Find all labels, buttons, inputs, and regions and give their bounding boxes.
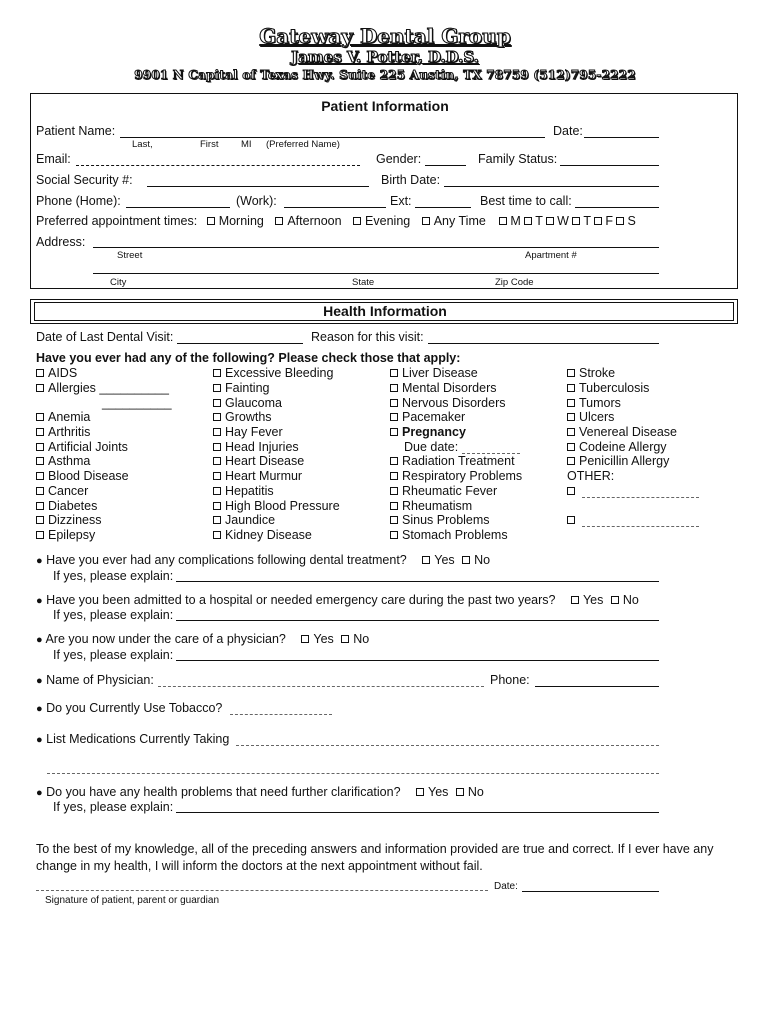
mental-disorders-checkbox[interactable]: [390, 384, 398, 392]
condition-glaucoma: [213, 396, 282, 410]
days-group: [499, 214, 635, 228]
jaundice-label: Jaundice: [225, 513, 276, 527]
condition-diabetes: [36, 499, 97, 513]
q3-row: [36, 632, 369, 646]
q1-explain-label: If yes, please explain:: [53, 569, 174, 583]
high-blood-pressure-checkbox[interactable]: [213, 502, 221, 510]
best-time-field[interactable]: [575, 207, 659, 208]
allergies-label: Allergies __________: [48, 381, 169, 395]
family-status-field[interactable]: [560, 165, 659, 166]
respiratory-problems-checkbox[interactable]: [390, 472, 398, 480]
condition-kidney-disease: [213, 528, 312, 542]
ext-label: Ext:: [390, 194, 412, 208]
afternoon-checkbox[interactable]: [275, 217, 283, 225]
zip-caption: Zip Code: [495, 277, 534, 288]
tuberculosis-checkbox[interactable]: [567, 384, 575, 392]
pref-appt-label: Preferred appointment times:: [36, 214, 198, 228]
bullet-icon: ●: [36, 734, 43, 746]
kidney-disease-label: Kidney Disease: [225, 528, 312, 542]
best-time-label: Best time to call:: [480, 194, 572, 208]
aids-label: AIDS: [48, 366, 78, 380]
fainting-checkbox[interactable]: [213, 384, 221, 392]
evening-label: Evening: [365, 214, 411, 228]
excessive-bleeding-label: Excessive Bleeding: [225, 366, 334, 380]
gender-field[interactable]: [425, 165, 466, 166]
condition-heart-disease: [213, 454, 304, 468]
condition-growths: [213, 410, 272, 424]
q2-yes-label: Yes: [582, 593, 604, 607]
epilepsy-label: Epilepsy: [48, 528, 96, 542]
afternoon-label: Afternoon: [287, 214, 342, 228]
email-field[interactable]: [76, 165, 360, 166]
pacemaker-checkbox[interactable]: [390, 413, 398, 421]
condition-tuberculosis: [567, 381, 649, 395]
q3-text: Are you now under the care of a physician?: [45, 632, 286, 646]
head-injuries-checkbox[interactable]: [213, 443, 221, 451]
kidney-disease-checkbox[interactable]: [213, 531, 221, 539]
q2-row: [36, 593, 639, 607]
morning-label: Morning: [218, 214, 264, 228]
other-item-2: [567, 513, 579, 527]
growths-checkbox[interactable]: [213, 413, 221, 421]
q5-row: [36, 701, 222, 715]
q1-explain-field[interactable]: [176, 581, 659, 582]
condition-anemia: [36, 410, 90, 424]
day-w-checkbox[interactable]: [546, 217, 554, 225]
glaucoma-label: Glaucoma: [225, 396, 282, 410]
arthritis-checkbox[interactable]: [36, 428, 44, 436]
due-date-label: Due date:: [404, 440, 459, 454]
q7-explain-field[interactable]: [176, 812, 659, 813]
head-injuries-label: Head Injuries: [225, 440, 299, 454]
liver-disease-checkbox[interactable]: [390, 369, 398, 377]
condition-hay-fever: [213, 425, 283, 439]
birth-date-label: Birth Date:: [381, 173, 441, 187]
heart-disease-label: Heart Disease: [225, 454, 305, 468]
day-w-label: W: [557, 214, 569, 228]
city-state-zip-field[interactable]: [93, 273, 659, 274]
q2-no-label: No: [622, 593, 639, 607]
q2-no-checkbox[interactable]: [611, 596, 619, 604]
physician-phone-label: Phone:: [490, 673, 530, 687]
condition-excessive-bleeding: [213, 366, 333, 380]
reason-label: Reason for this visit:: [311, 330, 424, 344]
condition-fainting: [213, 381, 269, 395]
q3-yes-label: Yes: [313, 632, 334, 646]
q7-yes-checkbox[interactable]: [416, 788, 424, 796]
any-time-checkbox[interactable]: [422, 217, 430, 225]
preferred-caption: (Preferred Name): [266, 139, 340, 150]
morning-checkbox[interactable]: [207, 217, 215, 225]
practice-name: Gateway Dental Group: [259, 24, 511, 48]
heart-murmur-label: Heart Murmur: [225, 469, 303, 483]
q3-explain-field[interactable]: [176, 660, 659, 661]
condition-sinus-problems: [390, 513, 490, 527]
other-1-field[interactable]: [582, 497, 699, 498]
diabetes-checkbox[interactable]: [36, 502, 44, 510]
condition-stroke: [567, 366, 615, 380]
q3-no-label: No: [353, 632, 370, 646]
dizziness-label: Dizziness: [48, 513, 102, 527]
penicillin-allergy-checkbox[interactable]: [567, 457, 575, 465]
pregnancy-checkbox[interactable]: [390, 428, 398, 436]
condition-asthma: [36, 454, 90, 468]
hay-fever-checkbox[interactable]: [213, 428, 221, 436]
ulcers-label: Ulcers: [579, 410, 615, 424]
venereal-disease-checkbox[interactable]: [567, 428, 575, 436]
condition-head-injuries: [213, 440, 299, 454]
aids-checkbox[interactable]: [36, 369, 44, 377]
dizziness-checkbox[interactable]: [36, 516, 44, 524]
condition-rheumatism: [390, 499, 472, 513]
allergies-checkbox[interactable]: [36, 384, 44, 392]
email-label: Email:: [36, 152, 71, 166]
condition-high-blood-pressure: [213, 499, 340, 513]
q7-no-checkbox[interactable]: [456, 788, 464, 796]
last-visit-field[interactable]: [177, 343, 303, 344]
bullet-icon: ●: [36, 703, 43, 715]
health-info-title: Health Information: [323, 303, 447, 319]
q4-text: Name of Physician:: [46, 673, 154, 687]
q1-no-label: No: [474, 553, 491, 567]
hepatitis-label: Hepatitis: [225, 484, 274, 498]
radiation-treatment-label: Radiation Treatment: [402, 454, 515, 468]
condition-blood-disease: [36, 469, 129, 483]
condition-jaundice: [213, 513, 275, 527]
codeine-allergy-checkbox[interactable]: [567, 443, 575, 451]
condition-nervous-disorders: [390, 396, 506, 410]
codeine-allergy-label: Codeine Allergy: [579, 440, 667, 454]
heart-disease-checkbox[interactable]: [213, 457, 221, 465]
cancer-label: Cancer: [48, 484, 89, 498]
q2-text: Have you been admitted to a hospital or needed emergency care during the past two years?: [46, 593, 556, 607]
physician-name-field[interactable]: [158, 686, 484, 687]
patient-name-label: Patient Name:: [36, 124, 116, 138]
address-label: Address:: [36, 235, 86, 249]
blood-disease-checkbox[interactable]: [36, 472, 44, 480]
pregnancy-label: Pregnancy: [402, 425, 466, 439]
condition-artificial-joints: [36, 440, 128, 454]
diabetes-label: Diabetes: [48, 499, 98, 513]
q2-explain-field[interactable]: [176, 620, 659, 621]
q1-no-checkbox[interactable]: [462, 556, 470, 564]
heart-murmur-checkbox[interactable]: [213, 472, 221, 480]
last-visit-label: Date of Last Dental Visit:: [36, 330, 174, 344]
q2-yes-checkbox[interactable]: [571, 596, 579, 604]
signature-caption: Signature of patient, parent or guardian: [45, 895, 220, 906]
stroke-checkbox[interactable]: [567, 369, 575, 377]
street-field[interactable]: [93, 247, 659, 248]
ssn-label: Social Security #:: [36, 173, 133, 187]
jaundice-checkbox[interactable]: [213, 516, 221, 524]
mental-disorders-label: Mental Disorders: [402, 381, 497, 395]
phone-home-label: Phone (Home):: [36, 194, 121, 208]
phone-home-field[interactable]: [126, 207, 230, 208]
other-label: OTHER:: [567, 469, 615, 483]
condition-cancer: [36, 484, 88, 498]
liver-disease-label: Liver Disease: [402, 366, 478, 380]
stomach-problems-checkbox[interactable]: [390, 531, 398, 539]
q1-text: Have you ever had any complications following dental treatment?: [46, 553, 407, 567]
epilepsy-checkbox[interactable]: [36, 531, 44, 539]
rheumatic-fever-label: Rheumatic Fever: [402, 484, 498, 498]
artificial-joints-checkbox[interactable]: [36, 443, 44, 451]
day-th-checkbox[interactable]: [572, 217, 580, 225]
physician-phone-field[interactable]: [535, 686, 659, 687]
family-status-label: Family Status:: [478, 152, 558, 166]
venereal-disease-label: Venereal Disease: [579, 425, 677, 439]
conditions-question: Have you ever had any of the following? Please check those that apply:: [36, 351, 461, 365]
q5-text: Do you Currently Use Tobacco?: [46, 701, 223, 715]
other-2-field[interactable]: [582, 526, 699, 527]
q2-explain-label: If yes, please explain:: [53, 608, 174, 622]
day-t-label: T: [535, 214, 543, 228]
day-m-checkbox[interactable]: [499, 217, 507, 225]
high-blood-pressure-label: High Blood Pressure: [225, 499, 340, 513]
medications-field-1[interactable]: [236, 745, 659, 746]
apartment-caption: Apartment #: [525, 250, 577, 261]
tobacco-field[interactable]: [230, 714, 332, 715]
bullet-icon: ●: [36, 634, 43, 646]
practice-address: 9901 N Capital of Texas Hwy. Suite 225 Austin, TX 78759 (512)795-2222: [134, 68, 636, 82]
ulcers-checkbox[interactable]: [567, 413, 575, 421]
day-m-label: M: [510, 214, 521, 228]
rheumatic-fever-checkbox[interactable]: [390, 487, 398, 495]
signature-date-label: Date:: [494, 881, 518, 892]
first-caption: First: [200, 139, 219, 150]
condition-aids: [36, 366, 77, 380]
certification-statement: To the best of my knowledge, all of the preceding answers and information provided are true and correct. If I ever have any change in my health, I will inform the doctors at the next appointment without fail.: [36, 842, 714, 873]
growths-label: Growths: [225, 410, 272, 424]
condition-dizziness: [36, 513, 102, 527]
day-s-checkbox[interactable]: [616, 217, 624, 225]
condition-venereal-disease: [567, 425, 677, 439]
street-caption: Street: [117, 250, 143, 261]
q3-yes-checkbox[interactable]: [301, 635, 309, 643]
bullet-icon: ●: [36, 675, 43, 687]
condition-hepatitis: [213, 484, 274, 498]
condition-stomach-problems: [390, 528, 508, 542]
hepatitis-checkbox[interactable]: [213, 487, 221, 495]
asthma-label: Asthma: [48, 454, 91, 468]
signature-field[interactable]: [36, 890, 488, 891]
tumors-checkbox[interactable]: [567, 399, 575, 407]
gender-label: Gender:: [376, 152, 422, 166]
excessive-bleeding-checkbox[interactable]: [213, 369, 221, 377]
fainting-label: Fainting: [225, 381, 270, 395]
condition-tumors: [567, 396, 621, 410]
q7-no-label: No: [467, 785, 484, 799]
day-f-label: F: [605, 214, 613, 228]
work-label: (Work):: [236, 194, 277, 208]
condition-allergies: [36, 381, 169, 395]
date-label: Date:: [553, 124, 583, 138]
any-time-label: Any Time: [433, 214, 486, 228]
last-caption: Last,: [132, 139, 153, 150]
q6-row: [36, 732, 229, 746]
rheumatism-checkbox[interactable]: [390, 502, 398, 510]
anemia-checkbox[interactable]: [36, 413, 44, 421]
rheumatism-label: Rheumatism: [402, 499, 473, 513]
pref-appt-row: [36, 214, 636, 228]
tuberculosis-label: Tuberculosis: [579, 381, 650, 395]
q1-yes-checkbox[interactable]: [422, 556, 430, 564]
condition-codeine-allergy: [567, 440, 667, 454]
nervous-disorders-label: Nervous Disorders: [402, 396, 506, 410]
q1-yes-label: Yes: [434, 553, 455, 567]
bullet-icon: ●: [36, 787, 43, 799]
medications-field-2[interactable]: [47, 773, 659, 774]
other-item-1: [567, 484, 579, 498]
condition-pacemaker: [390, 410, 465, 424]
q3-explain-label: If yes, please explain:: [53, 648, 174, 662]
bullet-icon: ●: [36, 595, 43, 607]
hay-fever-label: Hay Fever: [225, 425, 283, 439]
radiation-treatment-checkbox[interactable]: [390, 457, 398, 465]
stroke-label: Stroke: [579, 366, 616, 380]
birth-date-field[interactable]: [444, 186, 659, 187]
q4-row: [36, 673, 154, 687]
condition-heart-murmur: [213, 469, 302, 483]
day-th-label: T: [583, 214, 591, 228]
day-s-label: S: [627, 214, 636, 228]
condition-radiation-treatment: [390, 454, 515, 468]
asthma-checkbox[interactable]: [36, 457, 44, 465]
q7-explain-label: If yes, please explain:: [53, 800, 174, 814]
glaucoma-checkbox[interactable]: [213, 399, 221, 407]
sinus-problems-label: Sinus Problems: [402, 513, 490, 527]
condition-pregnancy: [390, 425, 466, 439]
condition-arthritis: [36, 425, 90, 439]
arthritis-label: Arthritis: [48, 425, 91, 439]
bullet-icon: ●: [36, 555, 43, 567]
doctor-name: James V. Potter, D.D.S.: [291, 48, 479, 66]
reason-field[interactable]: [428, 343, 659, 344]
date-field[interactable]: [584, 137, 659, 138]
patient-name-field[interactable]: [120, 137, 545, 138]
respiratory-problems-label: Respiratory Problems: [402, 469, 523, 483]
phone-work-field[interactable]: [284, 207, 386, 208]
condition-penicillin-allergy: [567, 454, 669, 468]
day-t-checkbox[interactable]: [524, 217, 532, 225]
stomach-problems-label: Stomach Problems: [402, 528, 508, 542]
condition-rheumatic-fever: [390, 484, 497, 498]
condition-epilepsy: [36, 528, 95, 542]
penicillin-allergy-label: Penicillin Allergy: [579, 454, 670, 468]
blood-disease-label: Blood Disease: [48, 469, 129, 483]
patient-info-title: Patient Information: [321, 98, 449, 114]
q6-text: List Medications Currently Taking: [46, 732, 230, 746]
condition-mental-disorders: [390, 381, 496, 395]
q3-no-checkbox[interactable]: [341, 635, 349, 643]
tumors-label: Tumors: [579, 396, 621, 410]
evening-checkbox[interactable]: [353, 217, 361, 225]
condition-ulcers: [567, 410, 614, 424]
cancer-checkbox[interactable]: [36, 487, 44, 495]
other-2-checkbox[interactable]: [567, 516, 575, 524]
state-caption: State: [352, 277, 375, 288]
ext-field[interactable]: [415, 207, 471, 208]
allergies-line-2[interactable]: __________: [102, 396, 172, 410]
city-caption: City: [110, 277, 127, 288]
q7-text: Do you have any health problems that need further clarification?: [46, 785, 401, 799]
q1-row: [36, 553, 490, 567]
day-f-checkbox[interactable]: [594, 217, 602, 225]
condition-respiratory-problems: [390, 469, 522, 483]
pacemaker-label: Pacemaker: [402, 410, 466, 424]
q7-yes-label: Yes: [428, 785, 449, 799]
signature-date-field[interactable]: [522, 891, 659, 892]
sinus-problems-checkbox[interactable]: [390, 516, 398, 524]
nervous-disorders-checkbox[interactable]: [390, 399, 398, 407]
anemia-label: Anemia: [48, 410, 91, 424]
condition-liver-disease: [390, 366, 478, 380]
q7-row: [36, 785, 484, 799]
other-1-checkbox[interactable]: [567, 487, 575, 495]
ssn-field[interactable]: [147, 186, 369, 187]
mi-caption: MI: [241, 139, 252, 150]
artificial-joints-label: Artificial Joints: [48, 440, 128, 454]
